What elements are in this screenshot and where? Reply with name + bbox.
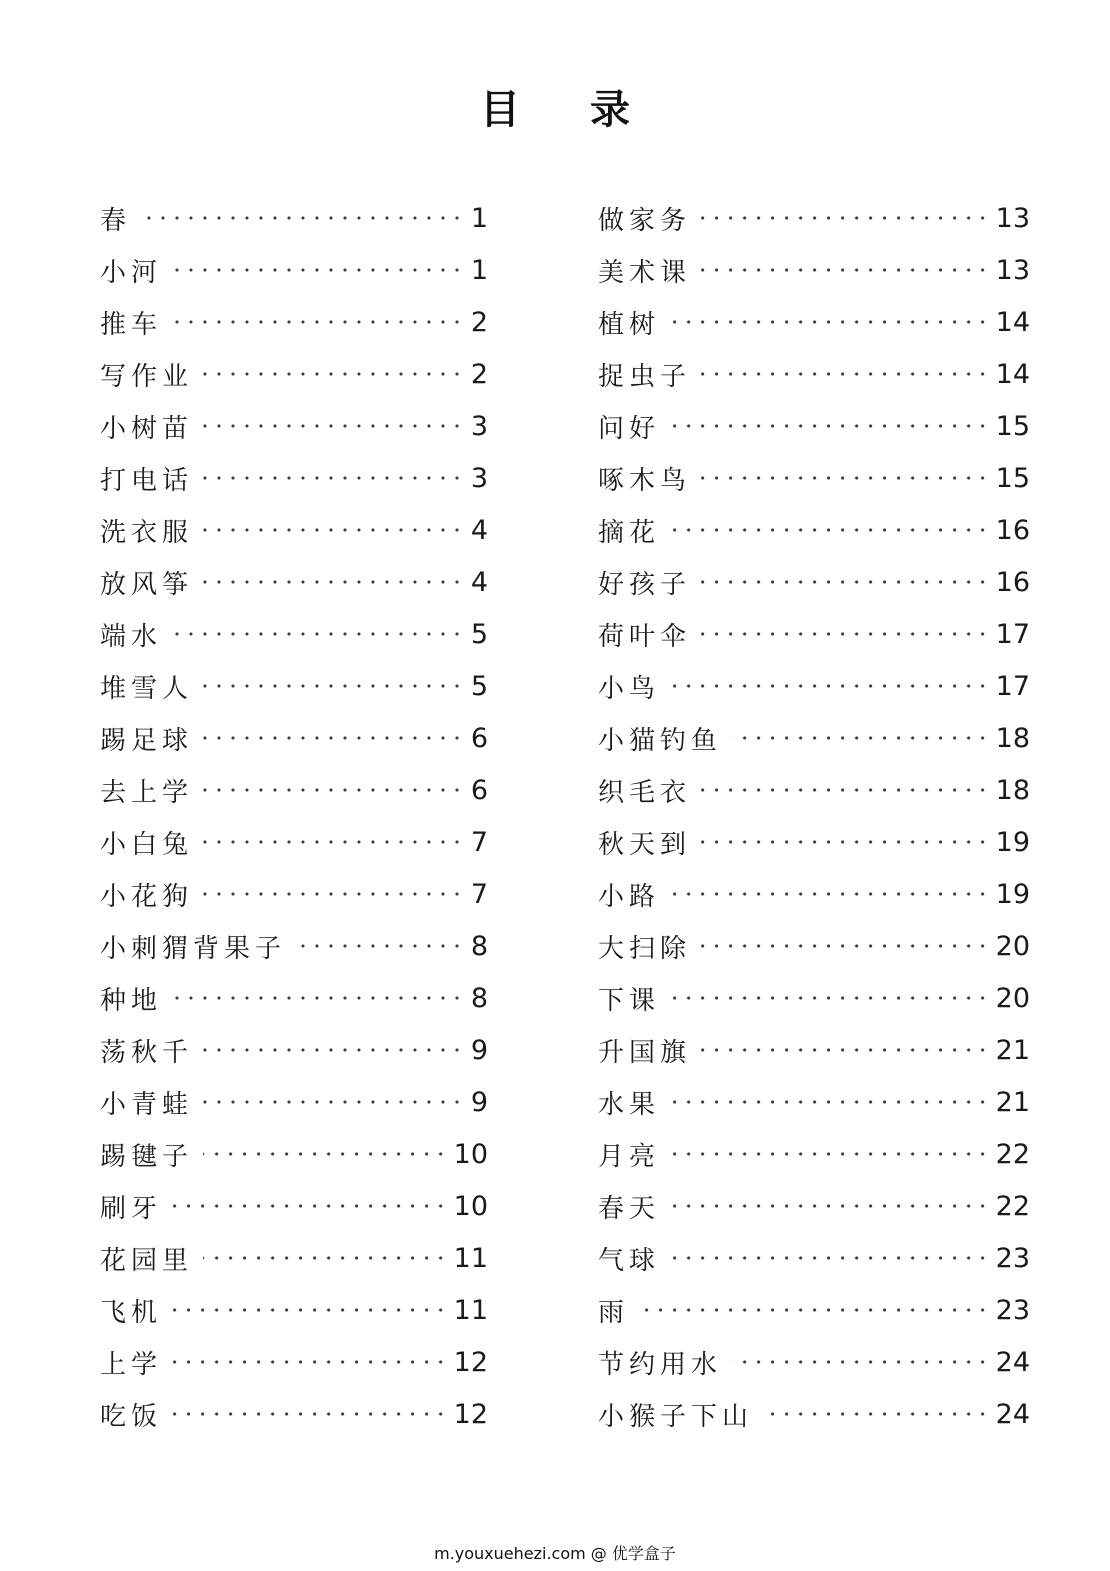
toc-entry-title: 节约用水 bbox=[598, 1349, 723, 1380]
toc-entry-page-number: 6 bbox=[470, 774, 488, 806]
toc-entry-page-number: 2 bbox=[470, 358, 488, 390]
toc-entry[interactable] bbox=[100, 556, 488, 608]
toc-entry-title: 做家务 bbox=[598, 205, 692, 236]
footer-watermark: m.youxuehezi.com @ 优学盒子 bbox=[434, 1544, 676, 1563]
toc-entry-page-number: 13 bbox=[995, 254, 1030, 286]
dot-leader bbox=[701, 933, 990, 959]
page-title: 目 录 bbox=[480, 87, 658, 133]
toc-entry-page-number: 2 bbox=[470, 306, 488, 338]
toc-column-right bbox=[598, 192, 1030, 1440]
toc-entry[interactable] bbox=[100, 1076, 488, 1128]
toc-entry-title: 端水 bbox=[100, 621, 163, 652]
toc-entry[interactable] bbox=[598, 1284, 1030, 1336]
toc-entry[interactable] bbox=[598, 1024, 1030, 1076]
toc-entry[interactable] bbox=[100, 400, 488, 452]
dot-leader bbox=[670, 985, 990, 1011]
toc-entry-title: 大扫除 bbox=[598, 933, 692, 964]
toc-entry-page-number: 6 bbox=[470, 722, 488, 754]
toc-entry[interactable] bbox=[598, 660, 1030, 712]
toc-entry-page-number: 5 bbox=[470, 618, 488, 650]
toc-entry[interactable] bbox=[100, 608, 488, 660]
toc-entry[interactable] bbox=[598, 244, 1030, 296]
dot-leader bbox=[172, 621, 464, 647]
toc-entry-page-number: 14 bbox=[995, 358, 1030, 390]
dot-leader bbox=[701, 361, 990, 387]
toc-entry-page-number: 21 bbox=[995, 1034, 1030, 1066]
toc-entry-page-number: 9 bbox=[470, 1034, 488, 1066]
dot-leader bbox=[203, 1141, 448, 1167]
toc-entry[interactable] bbox=[598, 764, 1030, 816]
toc-entry-title: 春天 bbox=[598, 1193, 661, 1224]
toc-entry-title: 小白兔 bbox=[100, 829, 194, 860]
dot-leader bbox=[203, 361, 464, 387]
toc-entry-title: 堆雪人 bbox=[100, 673, 194, 704]
dot-leader bbox=[701, 257, 990, 283]
toc-entry-page-number: 4 bbox=[470, 566, 488, 598]
toc-entry-title: 问好 bbox=[598, 413, 661, 444]
toc-entry[interactable] bbox=[598, 1076, 1030, 1128]
dot-leader bbox=[172, 257, 464, 283]
dot-leader bbox=[701, 465, 990, 491]
dot-leader bbox=[732, 1349, 990, 1375]
dot-leader bbox=[670, 413, 990, 439]
dot-leader bbox=[670, 673, 990, 699]
toc-entry[interactable] bbox=[598, 400, 1030, 452]
dot-leader bbox=[639, 1297, 990, 1323]
toc-entry-page-number: 9 bbox=[470, 1086, 488, 1118]
toc-entry-page-number: 24 bbox=[995, 1346, 1030, 1378]
toc-entry[interactable] bbox=[100, 1024, 488, 1076]
toc-entry[interactable] bbox=[100, 660, 488, 712]
toc-entry-page-number: 15 bbox=[995, 462, 1030, 494]
toc-entry-title: 荡秋千 bbox=[100, 1037, 194, 1068]
toc-entry-title: 推车 bbox=[100, 309, 163, 340]
toc-entry-title: 写作业 bbox=[100, 361, 194, 392]
dot-leader bbox=[701, 205, 990, 231]
toc-entry[interactable] bbox=[100, 1232, 488, 1284]
toc-entry[interactable] bbox=[598, 504, 1030, 556]
toc-entry-page-number: 8 bbox=[470, 930, 488, 962]
dot-leader bbox=[203, 1037, 464, 1063]
dot-leader bbox=[670, 881, 990, 907]
toc-entry-page-number: 11 bbox=[453, 1294, 488, 1326]
toc-entry[interactable] bbox=[598, 1388, 1030, 1440]
dot-leader bbox=[296, 933, 464, 959]
toc-entry[interactable] bbox=[598, 192, 1030, 244]
dot-leader bbox=[670, 1193, 990, 1219]
toc-entry-page-number: 3 bbox=[470, 410, 488, 442]
toc-entry-title: 摘花 bbox=[598, 517, 661, 548]
toc-entry-page-number: 17 bbox=[995, 618, 1030, 650]
toc-entry[interactable] bbox=[598, 1128, 1030, 1180]
toc-entry-title: 吃饭 bbox=[100, 1401, 163, 1432]
toc-entry[interactable] bbox=[100, 920, 488, 972]
toc-entry-page-number: 18 bbox=[995, 774, 1030, 806]
toc-entry-page-number: 12 bbox=[453, 1346, 488, 1378]
dot-leader bbox=[203, 465, 464, 491]
toc-entry[interactable] bbox=[100, 868, 488, 920]
toc-entry-title: 放风筝 bbox=[100, 569, 194, 600]
dot-leader bbox=[203, 517, 464, 543]
toc-entry-page-number: 13 bbox=[995, 202, 1030, 234]
toc-entry-title: 升国旗 bbox=[598, 1037, 692, 1068]
dot-leader bbox=[172, 1349, 448, 1375]
toc-entry-title: 小刺猬背果子 bbox=[100, 933, 287, 964]
toc-entry[interactable] bbox=[100, 712, 488, 764]
toc-entry-page-number: 16 bbox=[995, 566, 1030, 598]
dot-leader bbox=[701, 829, 990, 855]
dot-leader bbox=[203, 413, 464, 439]
toc-entry-page-number: 21 bbox=[995, 1086, 1030, 1118]
toc-entry-page-number: 23 bbox=[995, 1242, 1030, 1274]
toc-entry-title: 种地 bbox=[100, 985, 163, 1016]
toc-entry-page-number: 19 bbox=[995, 878, 1030, 910]
toc-entry[interactable] bbox=[598, 348, 1030, 400]
toc-entry[interactable] bbox=[100, 764, 488, 816]
toc-entry-page-number: 5 bbox=[470, 670, 488, 702]
toc-entry-title: 去上学 bbox=[100, 777, 194, 808]
toc-entry-title: 洗衣服 bbox=[100, 517, 194, 548]
toc-entry-title: 雨 bbox=[598, 1297, 630, 1328]
toc-entry-title: 踢毽子 bbox=[100, 1141, 194, 1172]
dot-leader bbox=[172, 1193, 448, 1219]
toc-entry-title: 织毛衣 bbox=[598, 777, 692, 808]
toc-entry-title: 小鸟 bbox=[598, 673, 661, 704]
dot-leader bbox=[203, 725, 464, 751]
dot-leader bbox=[670, 309, 990, 335]
dot-leader bbox=[203, 569, 464, 595]
toc-entry-page-number: 8 bbox=[470, 982, 488, 1014]
toc-entry-page-number: 4 bbox=[470, 514, 488, 546]
dot-leader bbox=[701, 621, 990, 647]
toc-entry-page-number: 1 bbox=[470, 254, 488, 286]
toc-entry-title: 小树苗 bbox=[100, 413, 194, 444]
dot-leader bbox=[203, 1089, 464, 1115]
toc-entry[interactable] bbox=[598, 712, 1030, 764]
toc-entry[interactable] bbox=[598, 972, 1030, 1024]
dot-leader bbox=[701, 1037, 990, 1063]
toc-entry[interactable] bbox=[598, 1232, 1030, 1284]
toc-entry-page-number: 14 bbox=[995, 306, 1030, 338]
toc-entry[interactable] bbox=[100, 348, 488, 400]
toc-entry[interactable] bbox=[100, 1284, 488, 1336]
dot-leader bbox=[701, 777, 990, 803]
toc-entry[interactable] bbox=[100, 452, 488, 504]
toc-entry-title: 捉虫子 bbox=[598, 361, 692, 392]
toc-entry[interactable] bbox=[100, 1336, 488, 1388]
dot-leader bbox=[670, 1089, 990, 1115]
toc-entry[interactable] bbox=[100, 1388, 488, 1440]
toc-entry-title: 踢足球 bbox=[100, 725, 194, 756]
toc-entry-page-number: 10 bbox=[453, 1190, 488, 1222]
toc-entry-title: 小河 bbox=[100, 257, 163, 288]
toc-entry[interactable] bbox=[598, 452, 1030, 504]
toc-entry-title: 小猫钓鱼 bbox=[598, 725, 723, 756]
toc-entry-title: 小路 bbox=[598, 881, 661, 912]
toc-entry-title: 月亮 bbox=[598, 1141, 661, 1172]
toc-entry-title: 春 bbox=[100, 205, 132, 236]
toc-entry-title: 花园里 bbox=[100, 1245, 194, 1276]
toc-entry-page-number: 10 bbox=[453, 1138, 488, 1170]
toc-entry-title: 啄木鸟 bbox=[598, 465, 692, 496]
toc-entry-page-number: 1 bbox=[470, 202, 488, 234]
toc-entry-page-number: 7 bbox=[470, 826, 488, 858]
toc-entry-page-number: 12 bbox=[453, 1398, 488, 1430]
toc-entry-title: 小猴子下山 bbox=[598, 1401, 754, 1432]
toc-entry[interactable] bbox=[100, 1128, 488, 1180]
dot-leader bbox=[141, 205, 464, 231]
toc-entry-title: 秋天到 bbox=[598, 829, 692, 860]
toc-entry[interactable] bbox=[598, 608, 1030, 660]
toc-entry-page-number: 23 bbox=[995, 1294, 1030, 1326]
toc-entry-page-number: 22 bbox=[995, 1138, 1030, 1170]
toc-entry-title: 好孩子 bbox=[598, 569, 692, 600]
toc-entry[interactable] bbox=[598, 816, 1030, 868]
dot-leader bbox=[203, 777, 464, 803]
toc-entry-page-number: 15 bbox=[995, 410, 1030, 442]
dot-leader bbox=[701, 569, 990, 595]
toc-entry-page-number: 20 bbox=[995, 982, 1030, 1014]
toc-entry[interactable] bbox=[100, 816, 488, 868]
toc-entry-title: 下课 bbox=[598, 985, 661, 1016]
dot-leader bbox=[203, 881, 464, 907]
toc-entry[interactable] bbox=[598, 556, 1030, 608]
toc-entry-page-number: 17 bbox=[995, 670, 1030, 702]
toc-entry[interactable] bbox=[100, 296, 488, 348]
toc-entry-title: 小青蛙 bbox=[100, 1089, 194, 1120]
toc-column-left bbox=[100, 192, 488, 1440]
toc-entry[interactable] bbox=[100, 192, 488, 244]
toc-entry-title: 气球 bbox=[598, 1245, 661, 1276]
toc-entry-title: 刷牙 bbox=[100, 1193, 163, 1224]
toc-entry-page-number: 18 bbox=[995, 722, 1030, 754]
dot-leader bbox=[203, 673, 464, 699]
toc-entry-title: 飞机 bbox=[100, 1297, 163, 1328]
dot-leader bbox=[172, 1401, 448, 1427]
dot-leader bbox=[670, 1141, 990, 1167]
toc-entry-title: 小花狗 bbox=[100, 881, 194, 912]
dot-leader bbox=[670, 517, 990, 543]
dot-leader bbox=[172, 309, 464, 335]
toc-entry-page-number: 3 bbox=[470, 462, 488, 494]
dot-leader bbox=[172, 985, 464, 1011]
toc-entry[interactable] bbox=[100, 1180, 488, 1232]
toc-entry-title: 植树 bbox=[598, 309, 661, 340]
dot-leader bbox=[203, 1245, 448, 1271]
toc-entry-page-number: 19 bbox=[995, 826, 1030, 858]
toc-entry-page-number: 16 bbox=[995, 514, 1030, 546]
dot-leader bbox=[172, 1297, 448, 1323]
toc-entry[interactable] bbox=[598, 1336, 1030, 1388]
toc-entry[interactable] bbox=[100, 972, 488, 1024]
toc-entry-page-number: 24 bbox=[995, 1398, 1030, 1430]
toc-entry[interactable] bbox=[598, 296, 1030, 348]
toc-entry-title: 水果 bbox=[598, 1089, 661, 1120]
toc-entry-page-number: 7 bbox=[470, 878, 488, 910]
toc-entry-title: 打电话 bbox=[100, 465, 194, 496]
dot-leader bbox=[670, 1245, 990, 1271]
toc-entry[interactable] bbox=[598, 868, 1030, 920]
dot-leader bbox=[203, 829, 464, 855]
toc-entry-page-number: 22 bbox=[995, 1190, 1030, 1222]
toc-entry[interactable] bbox=[100, 244, 488, 296]
toc-entry-page-number: 20 bbox=[995, 930, 1030, 962]
toc-entry[interactable] bbox=[100, 504, 488, 556]
dot-leader bbox=[763, 1401, 990, 1427]
toc-entry-title: 美术课 bbox=[598, 257, 692, 288]
toc-entry-title: 上学 bbox=[100, 1349, 163, 1380]
toc-entry-page-number: 11 bbox=[453, 1242, 488, 1274]
toc-entry[interactable] bbox=[598, 920, 1030, 972]
toc-entry[interactable] bbox=[598, 1180, 1030, 1232]
toc-entry-title: 荷叶伞 bbox=[598, 621, 692, 652]
dot-leader bbox=[732, 725, 990, 751]
